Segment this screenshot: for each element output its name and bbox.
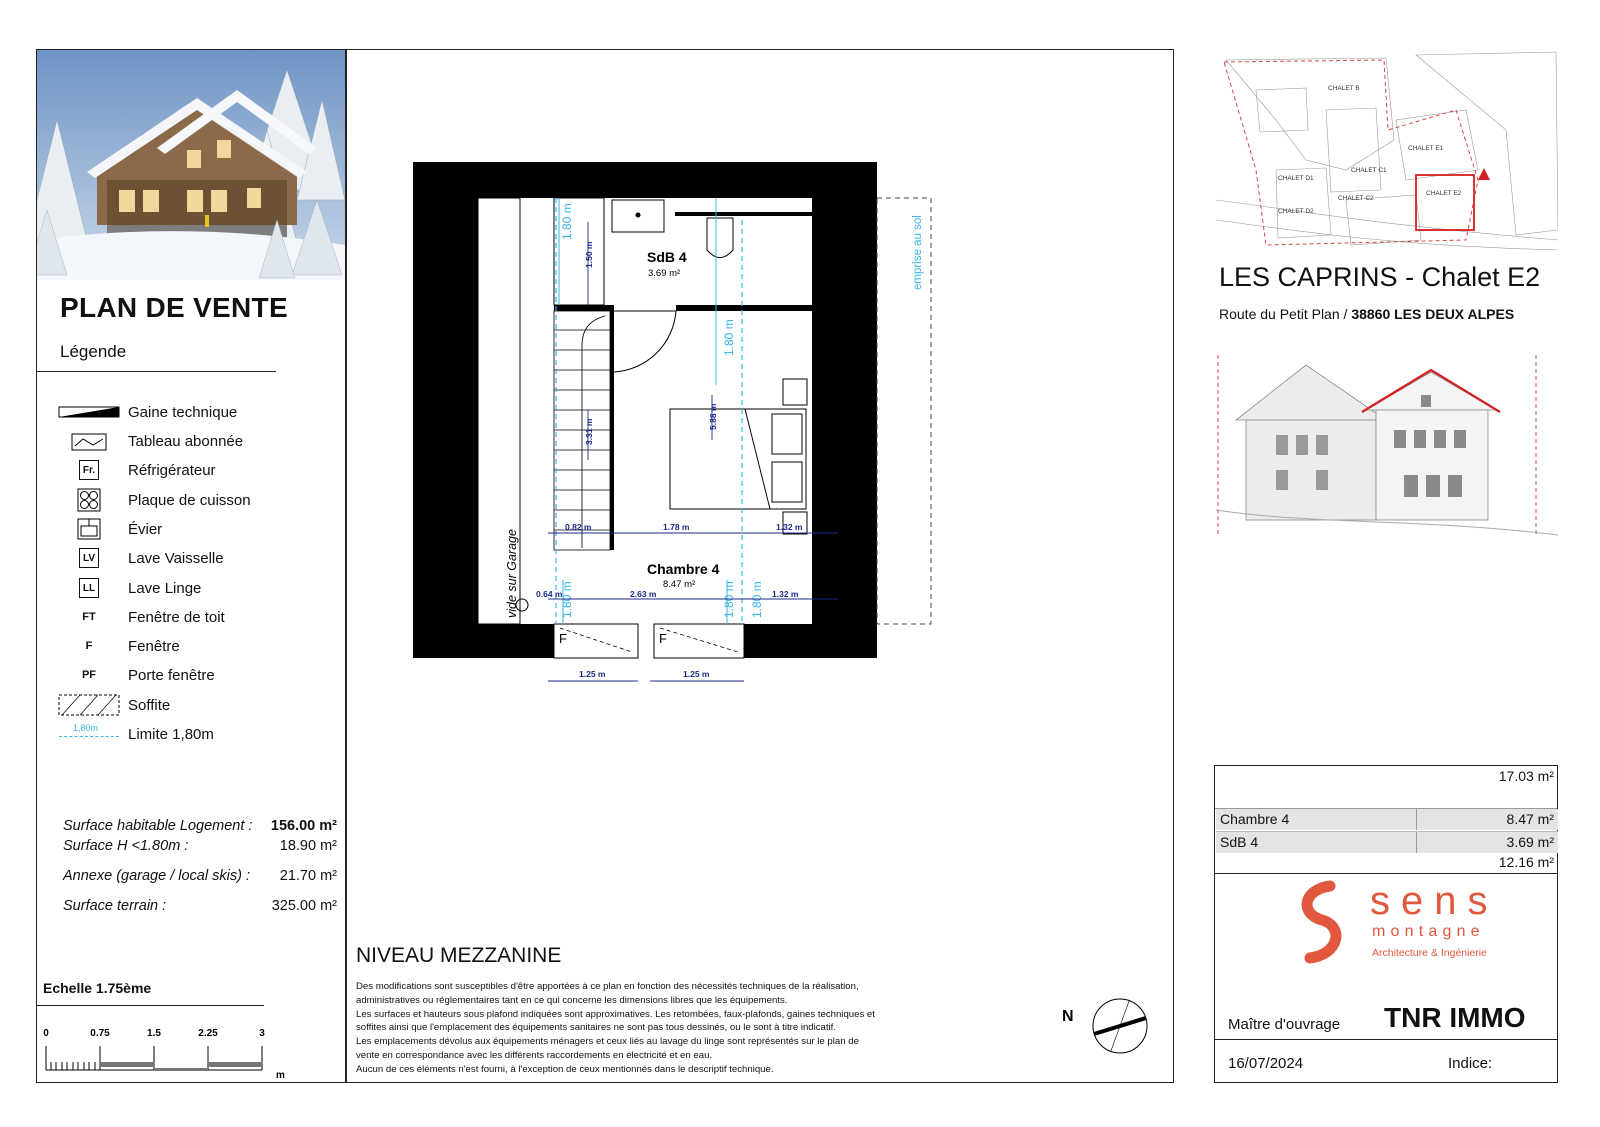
- project-address: [1219, 306, 1514, 322]
- scale-tick-label: 1.5: [147, 1028, 161, 1039]
- dimension-blue: 1.80 m: [560, 581, 574, 618]
- title-separator: -: [1405, 262, 1422, 292]
- surface-label: Surface H <1.80m :: [63, 838, 189, 854]
- surface-label: Surface habitable Logement :: [63, 818, 253, 834]
- legend-label: Gaine technique: [128, 403, 238, 421]
- window-label: F: [659, 631, 667, 646]
- legend-item: [58, 722, 214, 746]
- legend-item: [58, 429, 243, 453]
- disclaimer-line: administratives ou réglementaires tant en ce qui concerne les dimensions libres que les équipements.: [356, 994, 788, 1006]
- room-name: SdB 4: [647, 249, 687, 265]
- dimension-navy: 0.64 m: [536, 589, 563, 599]
- logo-line3: Architecture & Ingénierie: [1372, 947, 1487, 959]
- owner-name: TNR IMMO: [1384, 1002, 1526, 1033]
- dimension-navy: 3.31 m: [584, 418, 594, 445]
- lave-vaisselle-icon: LV: [79, 548, 99, 568]
- dimension-navy: 5.88 m: [708, 403, 718, 430]
- legend-label: Lave Vaisselle: [128, 549, 224, 567]
- plan-date: 16/07/2024: [1228, 1055, 1304, 1072]
- surface-value: 325.00 m²: [271, 898, 337, 914]
- dimension-navy: 2.63 m: [630, 589, 657, 599]
- scale-tick-label: 0.75: [90, 1028, 110, 1039]
- fenetre-toit-icon: FT: [82, 611, 96, 623]
- table-subtotal: 12.16 m²: [1498, 854, 1554, 870]
- legend-item: [58, 663, 215, 687]
- sens-logo: [1300, 878, 1540, 968]
- north-arrow-icon: [1062, 996, 1152, 1066]
- legend-label: Fenêtre: [128, 637, 180, 655]
- limite-icon: [58, 722, 120, 746]
- legend-item: [58, 693, 170, 717]
- table-divider: [1215, 873, 1557, 874]
- refrigerateur-icon: Fr.: [79, 460, 99, 480]
- partition-wall: [610, 305, 614, 550]
- site-label: CHALET D1: [1278, 175, 1314, 182]
- legend-item: [58, 546, 224, 570]
- table-row: [1216, 809, 1558, 830]
- site-label: CHALET B: [1328, 85, 1360, 92]
- dimension-navy: 1.50 m: [584, 241, 594, 268]
- table-row: [1216, 831, 1558, 853]
- legend-label: Plaque de cuisson: [128, 491, 251, 509]
- dimension-navy: 1.32 m: [776, 522, 803, 532]
- surface-label: Annexe (garage / local skis) :: [63, 868, 250, 884]
- legend-item: [58, 634, 180, 658]
- lave-linge-icon: LL: [79, 578, 99, 598]
- site-plan-image: [1216, 50, 1558, 250]
- dimension-navy: 1.25 m: [683, 669, 710, 679]
- legend-label: Porte fenêtre: [128, 666, 215, 684]
- dimension-navy: 1.78 m: [663, 522, 690, 532]
- dimension-blue: 1.80 m: [722, 319, 736, 356]
- dimension-blue: 1.80 m: [722, 581, 736, 618]
- porte-fenetre-icon: PF: [81, 669, 97, 681]
- disclaimer-line: Aucun de ces éléments n'est fourni, à l'exception de ceux mentionnés dans le descriptif technique.: [356, 1063, 774, 1075]
- vide-garage-label: vide sur Garage: [505, 529, 519, 618]
- table-divider: [1215, 1039, 1557, 1040]
- limite-icon-label: 1,80m: [73, 723, 99, 733]
- surface-row: [63, 898, 337, 914]
- legend-label: Limite 1,80m: [128, 725, 214, 743]
- surface-value: 156.00 m²: [270, 818, 337, 834]
- tableau-abonnee-icon: [71, 430, 107, 452]
- bathroom-wall: [554, 305, 612, 311]
- disclaimer-line: Les surfaces et hauteurs sous plafond indiquées sont approximatives. Les retombées, faux-plafonds, gaines techniques et: [356, 1008, 875, 1020]
- fenetre-icon: F: [85, 640, 93, 652]
- dimension-blue: 1.80 m: [750, 581, 764, 618]
- dimension-blue: 1.80 m: [560, 203, 574, 240]
- legend-label: Réfrigérateur: [128, 461, 216, 479]
- project-title: [1219, 262, 1540, 293]
- disclaimer-line: vente en correspondance avec les différents raccordements en électricité et en eau.: [356, 1049, 713, 1061]
- chalet-name: Chalet E2: [1421, 262, 1541, 292]
- surface-value: 18.90 m²: [279, 838, 337, 854]
- owner-label: Maître d'ouvrage: [1228, 1016, 1341, 1033]
- site-label: CHALET E1: [1408, 145, 1444, 152]
- legend-label: Lave Linge: [128, 579, 202, 597]
- address-city: 38860 LES DEUX ALPES: [1351, 306, 1515, 322]
- site-label: CHALET E2: [1426, 190, 1462, 197]
- soffite-icon: [58, 694, 120, 716]
- legend-item: [58, 488, 251, 512]
- disclaimer-line: Des modifications sont susceptibles d'être apportées à ce plan en fonction des nécessités techniques de la réalisation,: [356, 981, 859, 992]
- dimension-navy: 1.25 m: [579, 669, 606, 679]
- floor-plan: [400, 150, 960, 700]
- level-title: NIVEAU MEZZANINE: [356, 944, 562, 967]
- toilet: [707, 218, 733, 258]
- disclaimer-line: Les emplacements dévolus aux équipements ménagers et ceux liés au lavage du linge sont représentés sur le plan de: [356, 1036, 859, 1048]
- scale-bar: [36, 1022, 296, 1082]
- window-label: F: [559, 631, 567, 646]
- surface-row: [63, 818, 337, 834]
- legend-item: [58, 400, 237, 424]
- surface-label: Surface terrain :: [63, 898, 167, 914]
- site-label: CHALET C1: [1351, 167, 1387, 174]
- logo-line2: montagne: [1372, 923, 1485, 940]
- legend-item: [58, 458, 216, 482]
- surface-value: 21.70 m²: [279, 868, 337, 884]
- scale-tick-label: 2.25: [198, 1028, 218, 1039]
- legend-item: [58, 576, 201, 600]
- legend-item: [58, 517, 162, 541]
- room-area: 3.69 m²: [648, 268, 681, 279]
- elevation-image: [1216, 350, 1558, 540]
- legend-divider: [36, 371, 276, 372]
- site-label: CHALET C2: [1338, 195, 1374, 202]
- chalet-rendering-image: [37, 50, 345, 280]
- indice-label: Indice:: [1448, 1055, 1493, 1072]
- address-street: Route du Petit Plan /: [1219, 306, 1348, 322]
- room-name: Chambre 4: [647, 561, 720, 577]
- north-label: N: [1062, 1008, 1074, 1025]
- page-title: PLAN DE VENTE: [60, 292, 288, 323]
- scale-tick-label: 3: [259, 1028, 265, 1039]
- dimension-navy: 1.32 m: [772, 589, 799, 599]
- bathroom-wall: [675, 212, 812, 216]
- table-cell-area: 3.69 m²: [1416, 832, 1558, 853]
- legend-label: Fenêtre de toit: [128, 608, 225, 626]
- scale-unit: m: [276, 1070, 285, 1081]
- emprise-label: emprise au sol: [912, 215, 924, 290]
- dimension-navy: 0.82 m: [565, 522, 592, 532]
- plaque-cuisson-icon: [77, 488, 101, 512]
- surface-row: [63, 838, 337, 854]
- legend-item: [58, 605, 225, 629]
- window: [554, 624, 744, 658]
- table-cell-name: Chambre 4: [1220, 811, 1290, 827]
- legend-label: Tableau abonnée: [128, 432, 244, 450]
- site-label: CHALET D2: [1278, 208, 1314, 215]
- room-area: 8.47 m²: [663, 579, 696, 590]
- table-cell-area: 8.47 m²: [1416, 809, 1558, 830]
- project-name: LES CAPRINS: [1219, 262, 1398, 292]
- legend-heading: Légende: [60, 342, 127, 361]
- table-cell-name: SdB 4: [1220, 834, 1259, 850]
- table-total-top: 17.03 m²: [1498, 768, 1554, 784]
- legend-label: Évier: [128, 520, 163, 538]
- scale-divider: [36, 1005, 264, 1006]
- legend-label: Soffite: [128, 696, 171, 714]
- gaine-technique-icon: [58, 405, 120, 419]
- evier-icon: [77, 518, 101, 540]
- disclaimer: [356, 980, 996, 1077]
- disclaimer-line: soffites ainsi que l'emplacement des équipements sanitaires ne sont pas tous dessinés, ou le sont à titre indicatif.: [356, 1022, 837, 1034]
- bathroom-wall: [676, 305, 812, 311]
- scale-title: Echelle 1.75ème: [43, 980, 152, 996]
- logo-line1: sens: [1370, 879, 1499, 923]
- scale-tick-label: 0: [43, 1028, 49, 1039]
- surface-row: [63, 868, 337, 884]
